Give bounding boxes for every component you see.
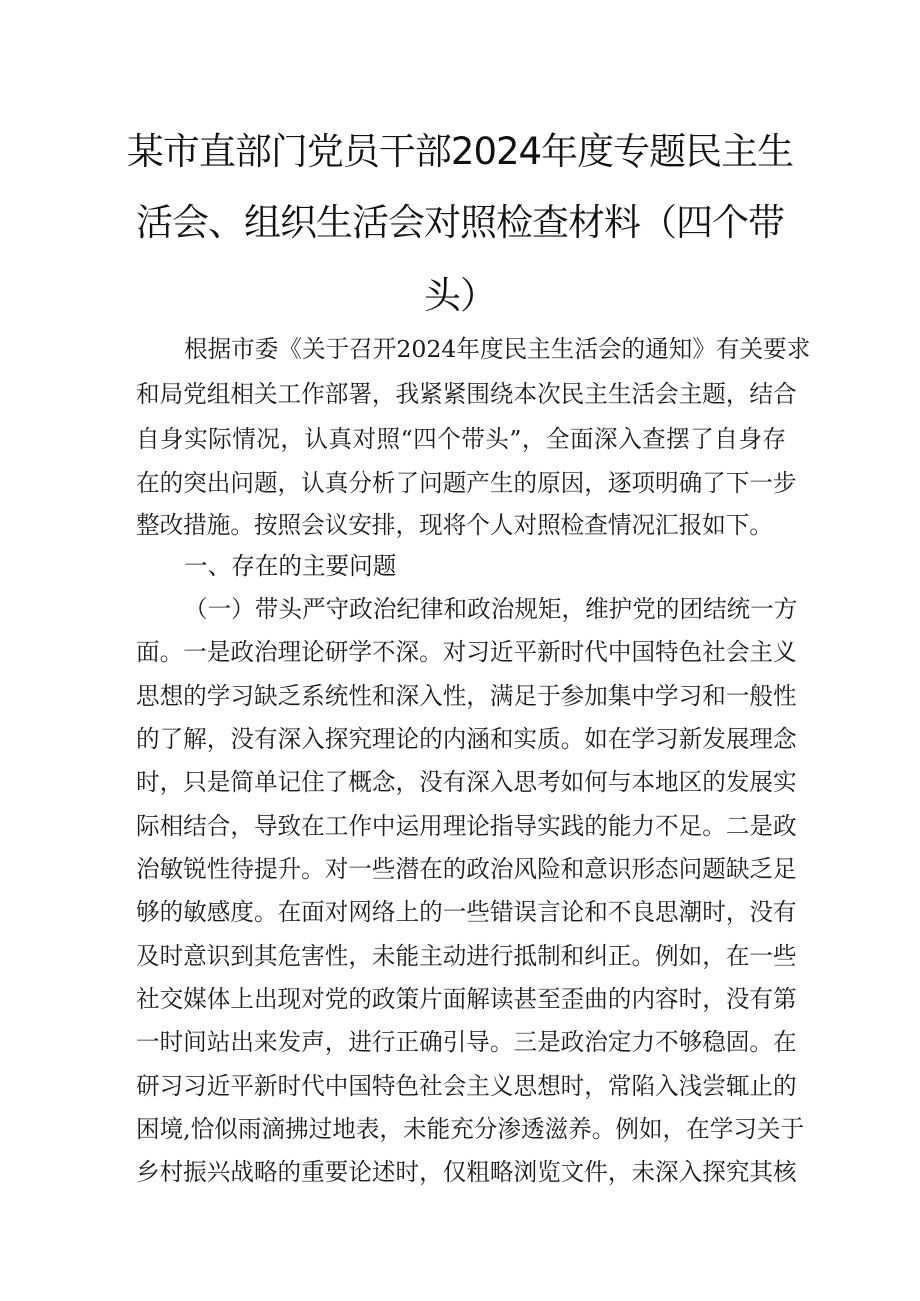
section-paragraph-line: 社交媒体上出现对党的政策片面解读甚至歪曲的内容时，没有第 <box>136 985 797 1013</box>
section-paragraph-line: 思想的学习缺乏系统性和深入性，满足于参加集中学习和一般性 <box>136 682 797 710</box>
section-paragraph-line: 够的敏感度。在面对网络上的一些错误言论和不良思潮时，没有 <box>136 898 797 926</box>
intro-paragraph-line: 和局党组相关工作部署，我紧紧围绕本次民主生活会主题，结合 <box>136 380 797 408</box>
document-title-line-1: 某市直部门党员干部2024年度专题民主生 <box>126 130 794 173</box>
intro-paragraph-line: 根据市委《关于召开2024年度民主生活会的通知》有关要求 <box>184 335 811 363</box>
document-title-line-2: 活会、组织生活会对照检查材料（四个带 <box>136 201 784 244</box>
intro-paragraph-line: 整改措施。按照会议安排，现将个人对照检查情况汇报如下。 <box>136 511 774 539</box>
section-paragraph-line: 乡村振兴战略的重要论述时，仅粗略浏览文件，未深入探究其核 <box>136 1158 797 1186</box>
section-paragraph-line: （一）带头严守政治纪律和政治规矩，维护党的团结统一方 <box>184 595 798 623</box>
section-paragraph-line: 面。一是政治理论研学不深。对习近平新时代中国特色社会主义 <box>136 638 797 666</box>
section-paragraph-line: 研习习近平新时代中国特色社会主义思想时，常陷入浅尝辄止的 <box>136 1072 797 1100</box>
document-title-line-3: 头） <box>424 274 496 317</box>
section-paragraph-line: 治敏锐性待提升。对一些潜在的政治风险和意识形态问题缺乏足 <box>136 855 797 883</box>
intro-paragraph-line: 自身实际情况，认真对照“四个带头”，全面深入查摆了自身存 <box>136 425 786 453</box>
section-paragraph-line: 困境,恰似雨滴拂过地表，未能充分渗透滋养。例如，在学习关于 <box>136 1115 805 1143</box>
section-paragraph-line: 一时间站出来发声，进行正确引导。三是政治定力不够稳固。在 <box>136 1028 797 1056</box>
intro-paragraph-line: 在的突出问题，认真分析了问题产生的原因，逐项明确了下一步 <box>136 469 797 497</box>
section-paragraph-line: 的了解，没有深入探究理论的内涵和实质。如在学习新发展理念 <box>136 725 797 753</box>
section-paragraph-line: 际相结合，导致在工作中运用理论指导实践的能力不足。二是政 <box>136 812 797 840</box>
section-heading: 一、存在的主要问题 <box>184 552 397 580</box>
section-paragraph-line: 及时意识到其危害性，未能主动进行抵制和纠正。例如，在一些 <box>136 942 797 970</box>
section-paragraph-line: 时，只是简单记住了概念，没有深入思考如何与本地区的发展实 <box>136 768 797 796</box>
